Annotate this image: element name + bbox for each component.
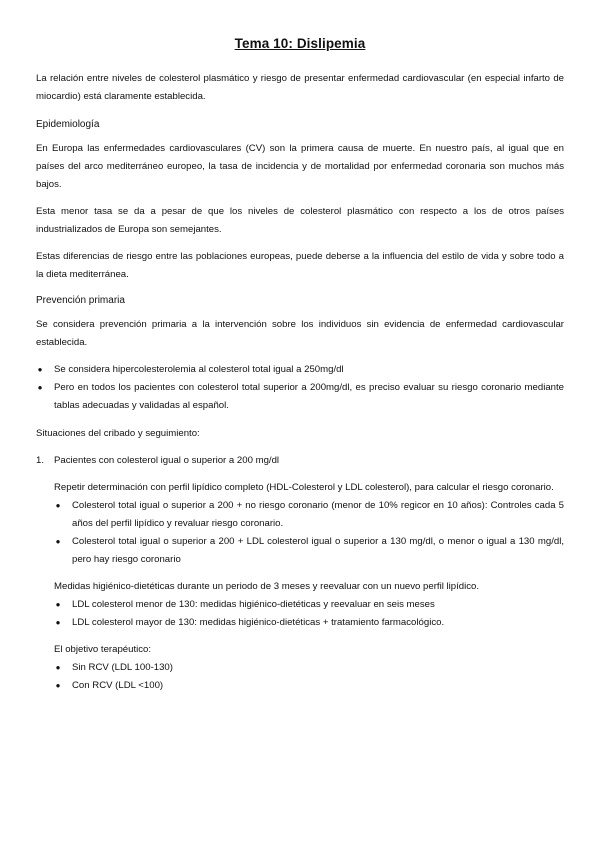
- epidemiologia-paragraph-1: En Europa las enfermedades cardiovasculares (CV) son la primera causa de muerte. En nuestro país, al igual que en países del arco mediterráneo europeo, la tasa de incidencia y de mortalidad por enfermedad coronaria son muchos más bajos.: [36, 143, 564, 190]
- numbered-item-1: [36, 452, 564, 470]
- section-heading-epidemiologia: Epidemiología: [36, 119, 100, 130]
- item-number: 1.: [36, 455, 45, 466]
- repetir-paragraph: Repetir determinación con perfil lipídico completo (HDL-Colesterol y LDL colesterol), para calcular el riesgo coronario.: [54, 482, 554, 493]
- document-page: [36, 36, 564, 695]
- list-item: ● Sin RCV (LDL 100-130): [54, 659, 564, 677]
- list-item: ● Pero en todos los pacientes con colesterol total superior a 200mg/dl, es preciso evaluar su riesgo coronario mediante tablas adecuadas y validadas al español.: [36, 379, 564, 415]
- list-item: ● Colesterol total igual o superior a 200 + LDL colesterol igual o superior a 130 mg/dl, o menor o igual a 130 mg/dl, pero hay riesgo coronario: [54, 533, 564, 569]
- objetivo-label: El objetivo terapéutico:: [54, 644, 152, 655]
- epidemiologia-paragraph-3: Estas diferencias de riesgo entre las poblaciones europeas, puede deberse a la influencia del estilo de vida y sobre todo a la dieta mediterránea.: [36, 251, 564, 280]
- bullet-icon: ●: [37, 383, 43, 392]
- bullet-icon: ●: [37, 365, 43, 374]
- bullet-icon: ●: [55, 600, 61, 609]
- bullet-icon: ●: [55, 501, 61, 510]
- objetivo-bullet-list: [54, 659, 564, 695]
- list-item: ● Colesterol total igual o superior a 200 + no riesgo coronario (menor de 10% regicor en 10 años): Controles cada 5 años del perfil lipídico y revaluar riesgo coronario.: [54, 497, 564, 533]
- medidas-paragraph: Medidas higiénico-dietéticas durante un periodo de 3 meses y reevaluar con un nuevo perfil lipídico.: [54, 581, 480, 592]
- bullet-icon: ●: [55, 618, 61, 627]
- ldl-bullet-list: [54, 596, 564, 632]
- epidemiologia-paragraph-2: Esta menor tasa se da a pesar de que los niveles de colesterol plasmático con respecto a los de otros países industrializados de Europa son semejantes.: [36, 206, 564, 235]
- section-heading-prevencion: Prevención primaria: [36, 295, 125, 306]
- item-label: Pacientes con colesterol igual o superior a 200 mg/dl: [54, 455, 280, 466]
- prevencion-bullet-list: [36, 361, 564, 415]
- cribado-heading: Situaciones del cribado y seguimiento:: [36, 428, 200, 439]
- item-1-body: [36, 479, 564, 695]
- list-item: ● Con RCV (LDL <100): [54, 677, 564, 695]
- intro-paragraph: La relación entre niveles de colesterol plasmático y riesgo de presentar enfermedad cardiovascular (en especial infarto de miocardio) está claramente establecida.: [36, 73, 564, 102]
- bullet-icon: ●: [55, 681, 61, 690]
- list-item: ● LDL colesterol mayor de 130: medidas higiénico-dietéticas + tratamiento farmacológico.: [54, 614, 564, 632]
- bullet-icon: ●: [55, 663, 61, 672]
- prevencion-paragraph: Se considera prevención primaria a la intervención sobre los individuos sin evidencia de enfermedad cardiovascular establecida.: [36, 319, 564, 348]
- riesgo-bullet-list: [54, 497, 564, 569]
- bullet-icon: ●: [55, 537, 61, 546]
- list-item: ● LDL colesterol menor de 130: medidas higiénico-dietéticas y reevaluar en seis meses: [54, 596, 564, 614]
- list-item: ● Se considera hipercolesterolemia al colesterol total igual a 250mg/dl: [36, 361, 564, 379]
- page-title: Tema 10: Dislipemia: [234, 36, 366, 51]
